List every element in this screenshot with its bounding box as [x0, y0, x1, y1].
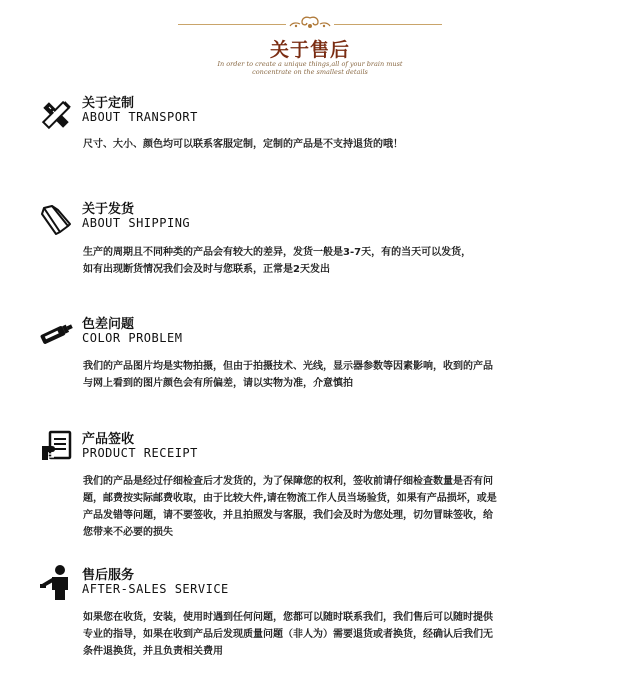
section-body: 尺寸、大小、颜色均可以联系客服定制，定制的产品是不支持退货的哦！ [83, 139, 403, 150]
section-body: 生产的周期且不同种类的产品会有较大的差异，发货一般是3-7天，有的当天可以发货， 如有出现断货情况我们会及时与您联系，正常是2天发出 [83, 247, 472, 275]
section-body: 如果您在收货，安装，使用时遇到任何问题，您都可以随时联系我们，我们售后可以随时提供 专业的指导，如果在收到产品后发现质量问题（非人为）需要退货或者换货，经确认后我们无 条件退换货，并且负责相关费用 [83, 612, 493, 657]
ornament-icon [286, 14, 334, 34]
page-header [0, 0, 620, 80]
section-title-zh: 关于定制 [82, 96, 135, 111]
section-title-en: AFTER-SALES SERVICE [82, 582, 229, 596]
service-person-icon [38, 564, 76, 602]
section-title-en: ABOUT SHIPPING [82, 216, 191, 230]
right-divider [334, 24, 442, 25]
section-title-en: PRODUCT RECEIPT [82, 446, 198, 460]
page-title: 关于售后 [269, 39, 350, 61]
section-title-zh: 关于发货 [82, 202, 135, 217]
section-title-zh: 色差问题 [82, 317, 135, 332]
section-body: 我们的产品是经过仔细检查后才发货的，为了保障您的权利，签收前请仔细检查数量是否有问 题，邮费按实际邮费收取，由于比较大件,请在物流工作人员当场验货，如果有产品损坏，或是 产品发错等问题，请不要签收，并且拍照发与客服，我们会及时为您处理，切勿冒昧签收，给 您带来不必要的损失 [83, 476, 497, 538]
page-subtitle: In order to create a unique things,all of your brain must concentrate on the smallest details [217, 60, 403, 76]
paint-tube-icon [38, 313, 76, 351]
section-body: 我们的产品图片均是实物拍摄，但由于拍摄技术、光线，显示器参数等因素影响，收到的产品 与网上看到的图片颜色会有所偏差，请以实物为准，介意慎拍 [83, 361, 493, 389]
section-title-zh: 产品签收 [82, 432, 135, 447]
hand-document-icon [38, 428, 76, 466]
pencil-ruler-icon [38, 96, 76, 134]
left-divider [178, 24, 286, 25]
folder-icon [38, 200, 76, 238]
section-title-zh: 售后服务 [82, 568, 135, 583]
section-title-en: COLOR PROBLEM [82, 331, 183, 345]
section-title-en: ABOUT TRANSPORT [82, 110, 198, 124]
